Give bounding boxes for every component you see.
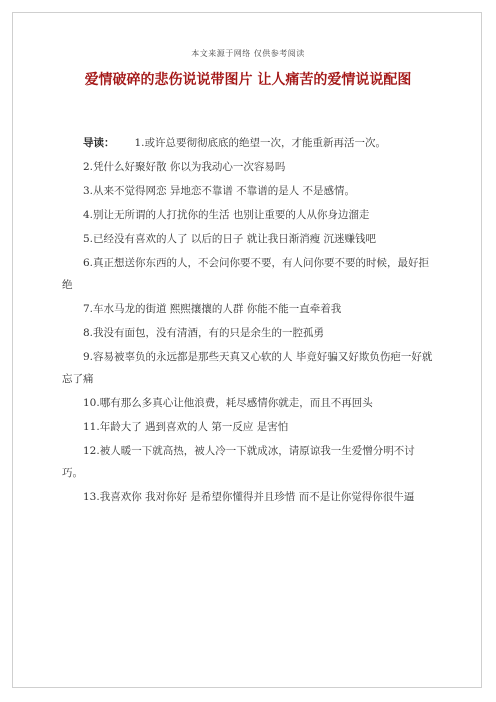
paragraph-7: 7.车水马龙的街道 熙熙攘攘的人群 你能不能一直牵着我 [83,303,342,315]
paragraph-3: 3.从来不觉得网恋 异地恋不靠谱 不靠谱的是人 不是感情。 [83,185,356,197]
header-note: 本文来源于网络 仅供参考阅读 [191,49,305,58]
paragraph-12: 12.被人暖一下就高热，被人冷一下就成冰，请原谅我一生爱憎分明不讨巧。 [62,445,415,479]
document-title: 爱情破碎的悲伤说说带图片 让人痛苦的爱情说说配图 [84,72,412,88]
paragraph-10: 10.哪有那么多真心让他浪费，耗尽感情你就走，而且不再回头 [83,397,373,409]
paragraph-8: 8.我没有面包，没有清酒，有的只是余生的一腔孤勇 [83,327,325,339]
paragraph-5: 5.已经没有喜欢的人了 以后的日子 就让我日渐消瘦 沉迷赚钱吧 [83,233,377,245]
paragraph-4: 4.别让无所谓的人打扰你的生活 也别让重要的人从你身边溜走 [83,209,370,221]
lead-label: 导读： [83,137,115,149]
document-body [62,132,434,510]
paragraph-9: 9.容易被辜负的永远都是那些天真又心软的人 毕竟好骗又好欺负伤疤一好就忘了痛 [62,351,433,385]
paragraph-6: 6.真正想送你东西的人，不会问你要不要，有人问你要不要的时候，最好拒绝 [62,257,430,291]
paragraph-1 [62,132,434,154]
paragraph-text: 1.或许总要彻彻底底的绝望一次，才能重新再活一次。 [134,137,387,149]
paragraph-11: 11.年龄大了 遇到喜欢的人 第一反应 是害怕 [83,421,289,433]
paragraph-13: 13.我喜欢你 我对你好 是希望你懂得并且珍惜 而不是让你觉得你很牛逼 [83,491,415,503]
paragraph-2: 2.凭什么好聚好散 你以为我动心一次容易吗 [83,161,286,173]
